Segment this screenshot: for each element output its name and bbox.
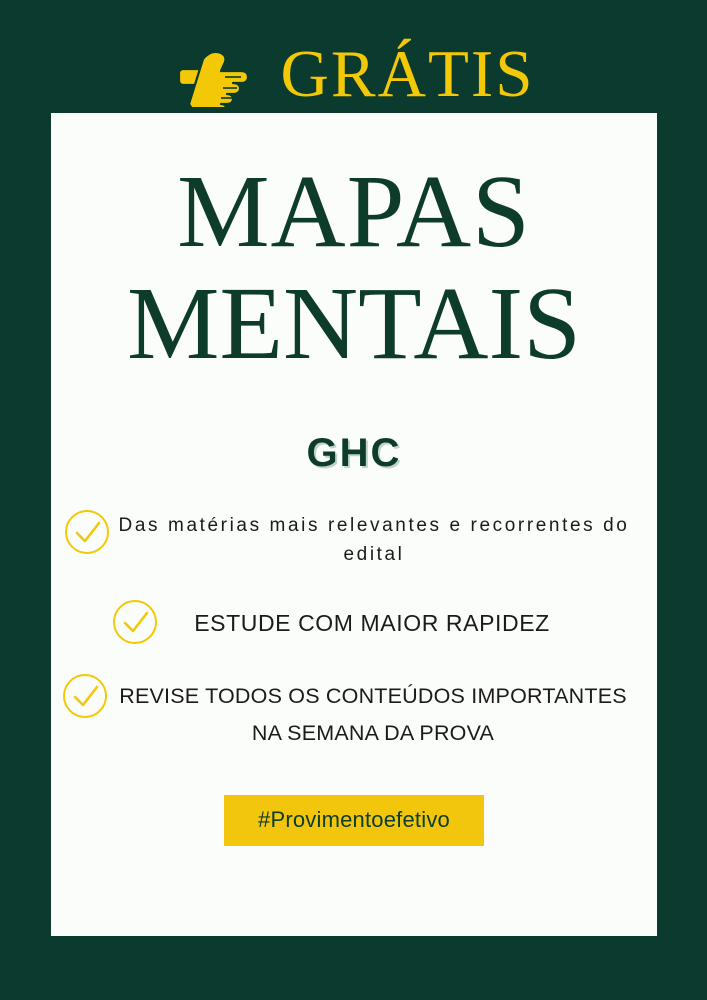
list-item-label: Das matérias mais relevantes e recorrentes do edital	[118, 514, 630, 566]
list-item-label: REVISE TODOS OS CONTEÚDOS IMPORTANTES NA SEMANA DA PROVA	[119, 683, 627, 746]
check-circle-icon	[65, 510, 109, 554]
title-block	[51, 113, 657, 381]
hashtag-button[interactable]: #Provimentoefetivo	[224, 795, 484, 846]
pointing-hand-icon	[173, 45, 269, 107]
free-label: GRÁTIS	[280, 36, 535, 111]
bullet-list	[51, 510, 657, 753]
subtitle: GHC	[306, 430, 402, 475]
check-circle-icon	[113, 600, 157, 644]
hashtag-wrap	[51, 795, 657, 846]
list-item	[51, 510, 657, 570]
title-line-1: MAPAS	[177, 154, 531, 269]
list-item-label: ESTUDE COM MAIOR RAPIDEZ	[194, 609, 550, 636]
content-card	[51, 113, 657, 936]
list-item	[51, 600, 657, 644]
title-line-2: MENTAIS	[127, 265, 581, 381]
check-circle-icon	[63, 674, 107, 718]
free-banner	[0, 34, 707, 114]
list-item	[51, 674, 657, 753]
